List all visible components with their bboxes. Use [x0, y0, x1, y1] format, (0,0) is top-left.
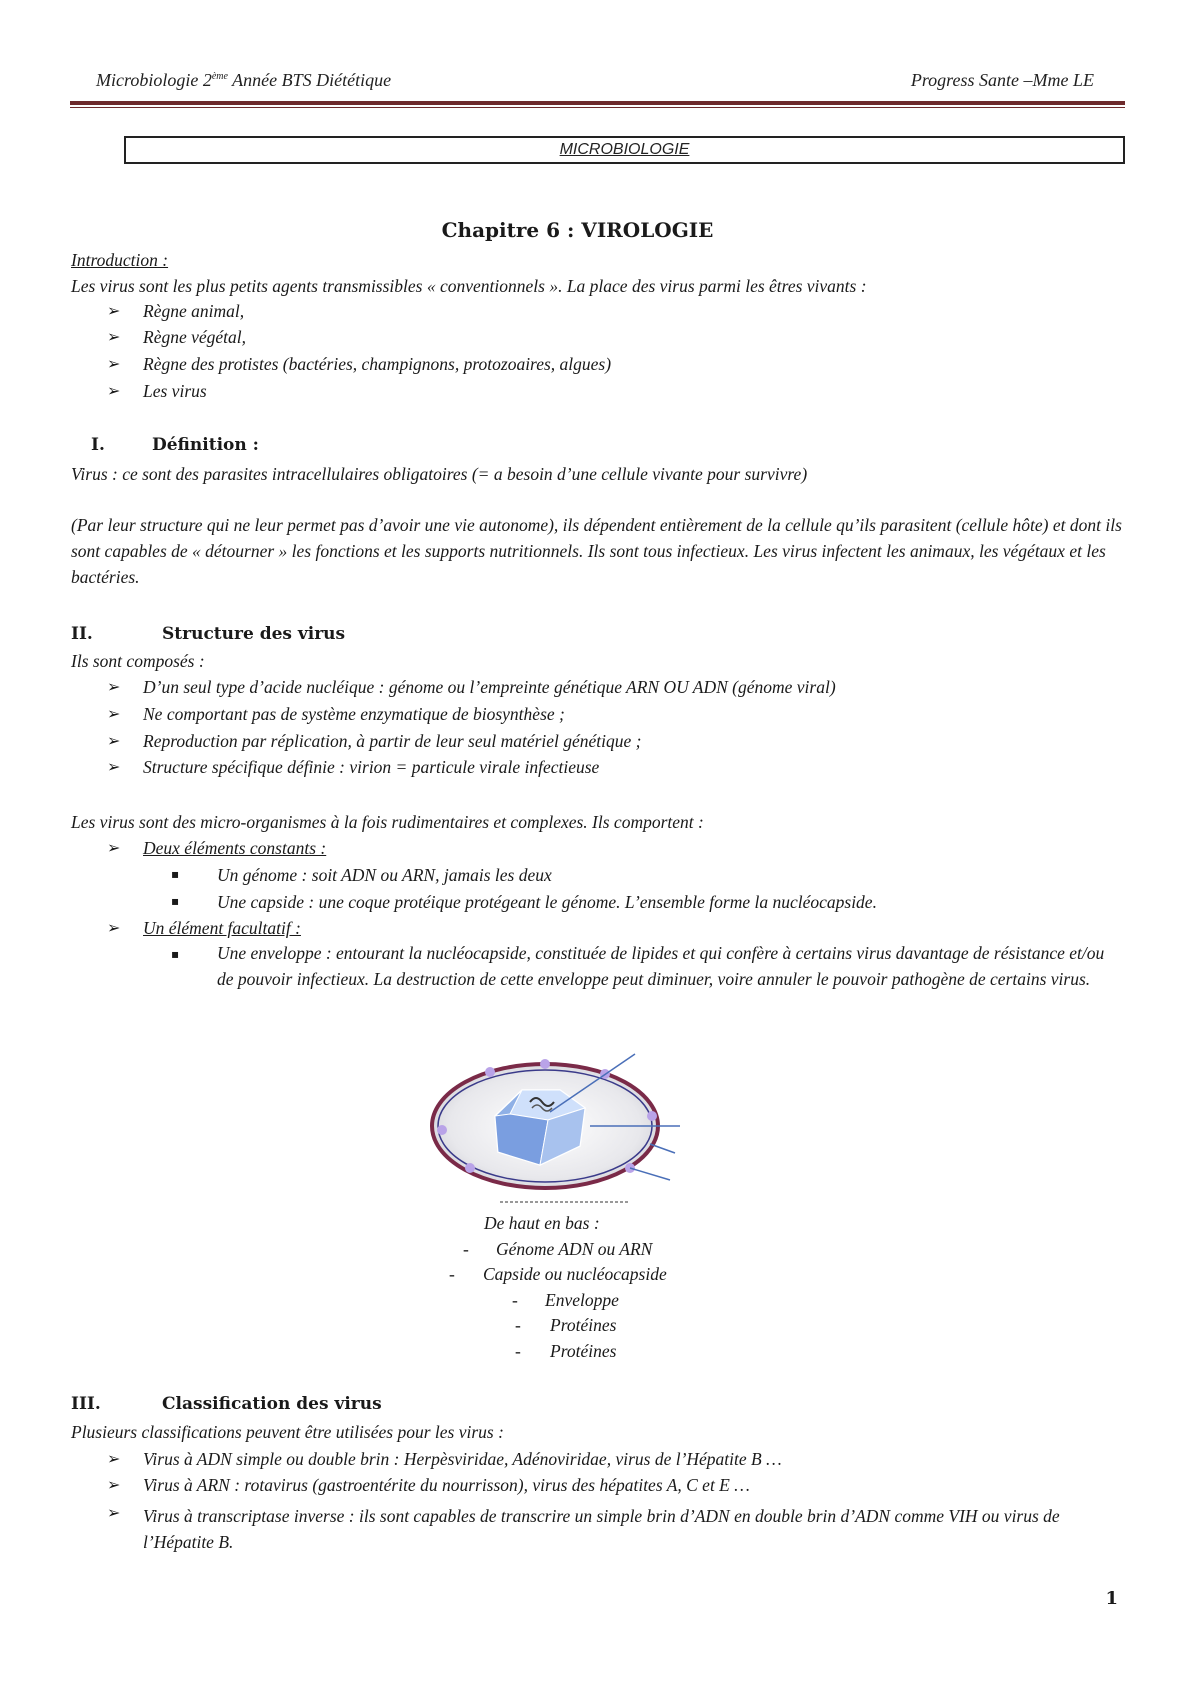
legend-dash: -	[512, 1290, 518, 1310]
list-item: Un génome : soit ADN ou ARN, jamais les deux	[217, 865, 552, 885]
header-school-name: Progress Sante –Mme LE	[910, 70, 1094, 90]
bullet-arrow-icon: ➢	[107, 838, 121, 857]
structure-text: Les virus sont des micro-organismes à la fois rudimentaires et complexes. Ils comportent :	[71, 812, 704, 832]
bullet-arrow-icon: ➢	[107, 381, 121, 400]
chapter-title: Chapitre 6 : VIROLOGIE	[441, 218, 714, 242]
definition-paragraph: (Par leur structure qui ne leur permet pas d’avoir une vie autonome), ils dépendent entièrement de la cellule qu’ils parasitent (cellule hôte) et dont ils sont capables de « détourner » les fonctions et les supports nutritionnels. Ils sont tous infectieux. Les virus infectent les animaux, les végétaux et les bactéries.	[71, 515, 1122, 587]
list-item: Règne des protistes (bactéries, champignons, protozoaires, algues)	[143, 354, 612, 374]
bullet-arrow-icon: ➢	[107, 1503, 121, 1522]
legend-item: Protéines	[550, 1315, 617, 1335]
header-rule	[70, 101, 1125, 105]
bullet-arrow-icon: ➢	[107, 354, 121, 373]
section-number: II.	[71, 624, 93, 644]
bullet-square-icon: ▪	[171, 947, 180, 961]
introduction-text: Les virus sont les plus petits agents transmissibles « conventionnels ». La place des virus parmi les êtres vivants :	[71, 276, 867, 296]
list-item: Virus à ADN simple ou double brin : Herpèsviridae, Adénoviridae, virus de l’Hépatite B …	[143, 1449, 782, 1469]
bullet-arrow-icon: ➢	[107, 327, 121, 346]
legend-dash: -	[515, 1341, 521, 1361]
section-number: I.	[91, 435, 105, 455]
bullet-arrow-icon: ➢	[107, 677, 121, 696]
legend-dash: -	[449, 1264, 455, 1284]
legend-item: Protéines	[550, 1341, 617, 1361]
list-item: Reproduction par réplication, à partir de leur seul matériel génétique ;	[143, 731, 642, 751]
list-item: Règne végétal,	[143, 327, 247, 347]
list-item: Virus à ARN : rotavirus (gastroentérite du nourrisson), virus des hépatites A, C et E …	[143, 1475, 750, 1495]
section-title: Définition :	[152, 435, 259, 455]
legend-dash: -	[515, 1315, 521, 1335]
subject-title-box: MICROBIOLOGIE	[124, 136, 1125, 164]
header-course-title: Microbiologie 2ème Année BTS Diététique	[96, 70, 392, 90]
introduction-heading: Introduction :	[71, 250, 169, 270]
bullet-arrow-icon: ➢	[107, 918, 121, 937]
bullet-square-icon: ▪	[171, 894, 180, 908]
bullet-square-icon: ▪	[171, 867, 180, 881]
structure-intro: Ils sont composés :	[71, 651, 205, 671]
envelope-description: Une enveloppe : entourant la nucléocapside, constituée de lipides et qui confère à certains virus davantage de résistance et/ou de pouvoir infectieux. La destruction de cette enveloppe peut diminuer, voire annuler le pouvoir pathogène de certains virus.	[217, 943, 1105, 989]
definition-text: Virus : ce sont des parasites intracellulaires obligatoires (= a besoin d’une cellule vivante pour survivre)	[71, 464, 808, 484]
list-item: Structure spécifique définie : virion = particule virale infectieuse	[143, 757, 600, 777]
page-number: 1	[1105, 1588, 1118, 1609]
list-item: D’un seul type d’acide nucléique : génome ou l’empreinte génétique ARN OU ADN (génome viral)	[143, 677, 836, 697]
legend-dash: -	[463, 1239, 469, 1259]
bullet-arrow-icon: ➢	[107, 704, 121, 723]
bullet-arrow-icon: ➢	[107, 731, 121, 750]
optional-element-heading: Un élément facultatif :	[143, 918, 301, 938]
bullet-arrow-icon: ➢	[107, 301, 121, 320]
list-item: Les virus	[143, 381, 207, 401]
virus-structure-diagram	[430, 1050, 690, 1210]
list-item: Virus à transcriptase inverse : ils sont capables de transcrire un simple brin d’ADN en double brin d’ADN comme VIH ou virus de l’Hépatite B.	[143, 1506, 1060, 1552]
classification-intro: Plusieurs classifications peuvent être utilisées pour les virus :	[71, 1422, 504, 1442]
header-rule-thin	[70, 107, 1125, 108]
bullet-arrow-icon: ➢	[107, 757, 121, 776]
bullet-arrow-icon: ➢	[107, 1475, 121, 1494]
legend-item: Capside ou nucléocapside	[483, 1264, 667, 1284]
legend-item: Enveloppe	[545, 1290, 619, 1310]
section-title: Structure des virus	[162, 624, 346, 644]
section-number: III.	[71, 1394, 101, 1414]
bullet-arrow-icon: ➢	[107, 1449, 121, 1468]
list-item: Une capside : une coque protéique protégeant le génome. L’ensemble forme la nucléocapside.	[217, 892, 877, 912]
figure-caption: De haut en bas :	[484, 1213, 600, 1233]
section-title: Classification des virus	[162, 1394, 382, 1414]
constant-elements-heading: Deux éléments constants :	[143, 838, 327, 858]
legend-item: Génome ADN ou ARN	[496, 1239, 653, 1259]
list-item: Règne animal,	[143, 301, 245, 321]
list-item: Ne comportant pas de système enzymatique de biosynthèse ;	[143, 704, 565, 724]
